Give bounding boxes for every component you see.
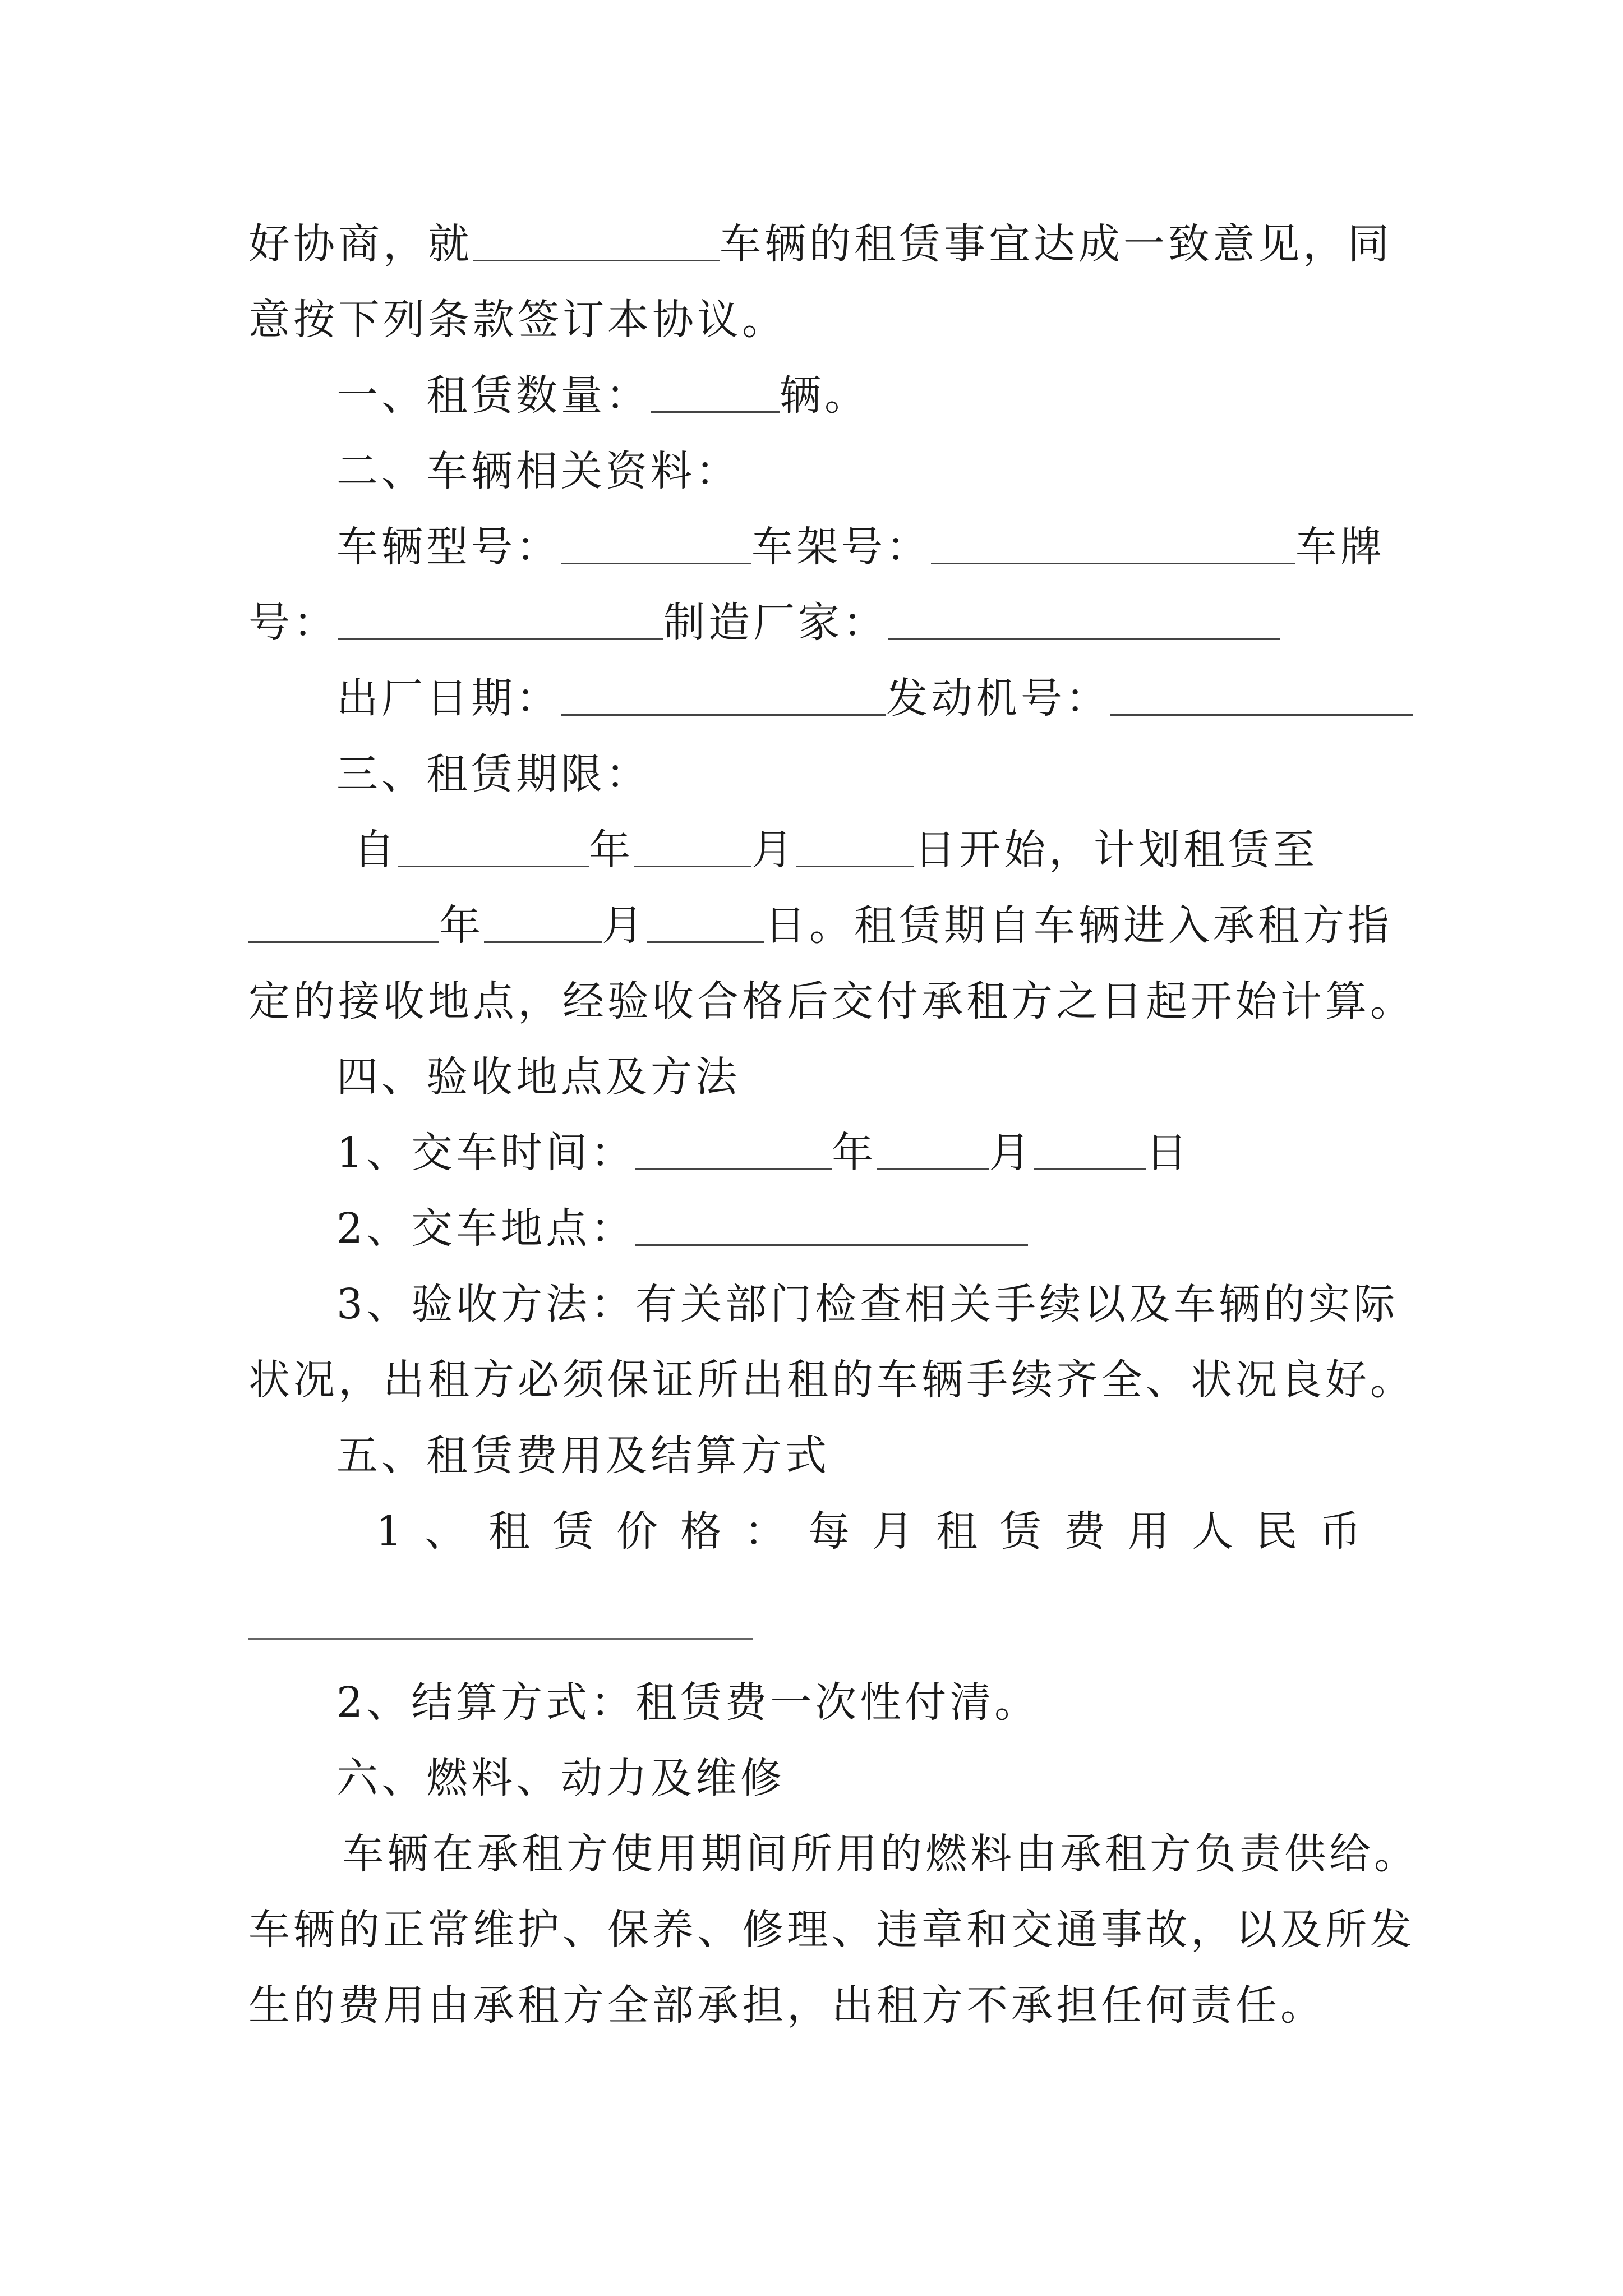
blank-delivery-day: [1034, 1129, 1146, 1170]
vehicle-info-line-2: 号： 制造厂家：: [248, 595, 1381, 651]
blank-plate-number: [338, 599, 663, 640]
fuel-maintenance-line-3: 生的费用由承租方全部承担，出租方不承担任何责任。: [248, 1981, 1325, 2030]
inspection-method-line-2: 状况，出租方必须保证所出租的车辆手续齐全、状况良好。: [248, 1356, 1415, 1404]
vehicle-info-line-1: 车辆型号： 车架号： 车牌: [336, 523, 1385, 571]
delivery-time-line: 1、交车时间： 年 月 日: [336, 1129, 1191, 1177]
paragraph-line-1: 好协商，就 车辆的租赁事宜达成一致意见，同: [248, 220, 1393, 268]
blank-engine-number: [1110, 675, 1413, 716]
blank-end-year: [248, 902, 439, 943]
clause-5-heading: 五、租赁费用及结算方式: [336, 1432, 830, 1480]
lease-period-line-1: 自 年 月 日开始，计划租赁至: [353, 826, 1318, 874]
blank-delivery-year: [635, 1129, 832, 1170]
blank-delivery-month: [877, 1129, 989, 1170]
blank-vehicle: [473, 220, 720, 261]
paragraph-line-2: 意按下列条款签订本协议。: [248, 296, 787, 344]
fuel-maintenance-line-2: 车辆的正常维护、保养、修理、违章和交通事故，以及所发: [248, 1906, 1415, 1954]
fuel-maintenance-line-1: 车辆在承租方使用期间所用的燃料由承租方负责供给。: [342, 1830, 1419, 1878]
delivery-place-line: 2、交车地点：: [336, 1200, 1381, 1257]
clause-4-heading: 四、验收地点及方法: [336, 1053, 740, 1101]
blank-rental-amount: [248, 1638, 753, 1640]
blank-quantity: [651, 372, 780, 413]
settlement-method-line: 2、结算方式：租赁费一次性付清。: [336, 1678, 1040, 1727]
blank-start-month: [634, 826, 751, 867]
clause-1-quantity: 一、租赁数量： 辆。: [336, 371, 869, 420]
clause-2-heading: 二、车辆相关资料：: [336, 447, 740, 495]
lease-period-line-2: 年 月 日。租赁期自车辆进入承租方指: [248, 898, 1381, 954]
rental-price-line: 1、租赁价格：每月租赁费用人民币: [376, 1507, 1381, 1556]
blank-start-year: [398, 826, 589, 867]
blank-production-date: [561, 675, 886, 716]
blank-frame-number: [931, 523, 1295, 564]
blank-model: [561, 523, 751, 564]
blank-end-day: [647, 902, 764, 943]
blank-delivery-place: [635, 1205, 1028, 1246]
blank-start-day: [796, 826, 914, 867]
blank-end-month: [484, 902, 602, 943]
clause-6-heading: 六、燃料、动力及维修: [336, 1754, 785, 1802]
blank-manufacturer: [888, 599, 1280, 640]
lease-period-line-3: 定的接收地点，经验收合格后交付承租方之日起开始计算。: [248, 977, 1415, 1025]
inspection-method-line-1: 3、验收方法：有关部门检查相关手续以及车辆的实际: [336, 1280, 1399, 1328]
vehicle-info-line-3: 出厂日期： 发动机号：: [336, 670, 1381, 726]
clause-3-heading: 三、租赁期限：: [336, 750, 651, 798]
